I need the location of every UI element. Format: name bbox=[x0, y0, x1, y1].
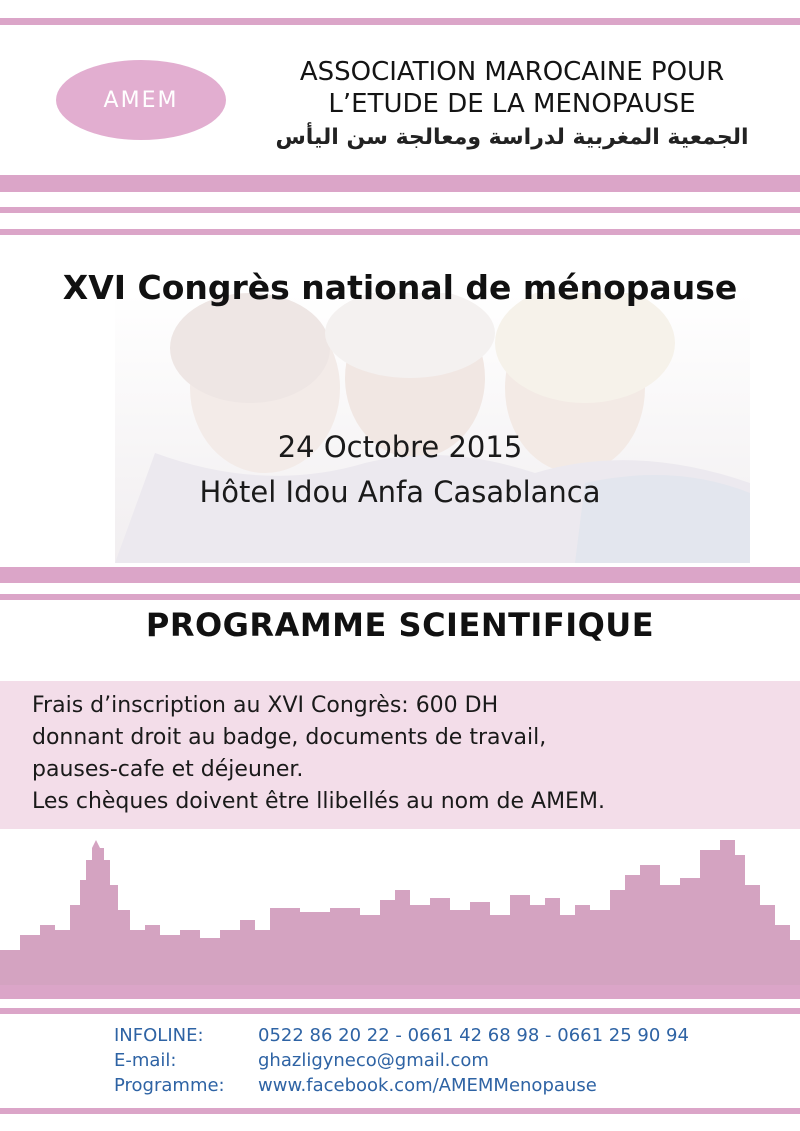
middle-band-thin bbox=[0, 594, 800, 600]
middle-band-thick bbox=[0, 567, 800, 583]
event-date: 24 Octobre 2015 bbox=[277, 430, 523, 464]
bottom-band-thin bbox=[0, 1108, 800, 1114]
event-venue: Hôtel Idou Anfa Casablanca bbox=[199, 475, 601, 509]
amem-logo bbox=[56, 60, 226, 140]
background-photo bbox=[115, 293, 750, 563]
registration-info-box bbox=[0, 681, 800, 829]
top-band-thin bbox=[0, 18, 800, 25]
org-name-arabic: الجمعية المغربية لدراسة ومعالجة سن اليأس bbox=[275, 125, 749, 150]
program-title: PROGRAMME SCIENTIFIQUE bbox=[145, 606, 655, 644]
info-line: donnant droit au badge, documents de travail, bbox=[32, 725, 547, 750]
infoline-phone-numbers[interactable]: 0522 86 20 22 - 0661 42 68 98 - 0661 25 90 94 bbox=[258, 1025, 689, 1046]
header-band-thick bbox=[0, 175, 800, 192]
casablanca-skyline bbox=[0, 830, 800, 990]
info-line: pauses-cafe et déjeuner. bbox=[32, 757, 304, 782]
programme-link[interactable]: www.facebook.com/AMEMMenopause bbox=[258, 1075, 597, 1096]
footer-band-thin bbox=[0, 1008, 800, 1014]
email-label: E-mail: bbox=[114, 1050, 177, 1071]
info-line: Les chèques doivent être llibellés au nom de AMEM. bbox=[32, 789, 605, 814]
org-name-line2: L’ETUDE DE LA MENOPAUSE bbox=[328, 89, 696, 119]
logo-text: AMEM bbox=[103, 87, 179, 113]
infoline-label: INFOLINE: bbox=[114, 1025, 204, 1046]
info-line: Frais d’inscription au XVI Congrès: 600 DH bbox=[32, 693, 499, 718]
header-band-thin-1 bbox=[0, 207, 800, 213]
event-title: XVI Congrès national de ménopause bbox=[62, 268, 738, 307]
header-band-thin-2 bbox=[0, 229, 800, 235]
email-link[interactable]: ghazligyneco@gmail.com bbox=[258, 1050, 489, 1071]
footer-band-thick bbox=[0, 985, 800, 999]
org-name-line1: ASSOCIATION MAROCAINE POUR bbox=[299, 57, 725, 87]
programme-label: Programme: bbox=[114, 1075, 225, 1096]
